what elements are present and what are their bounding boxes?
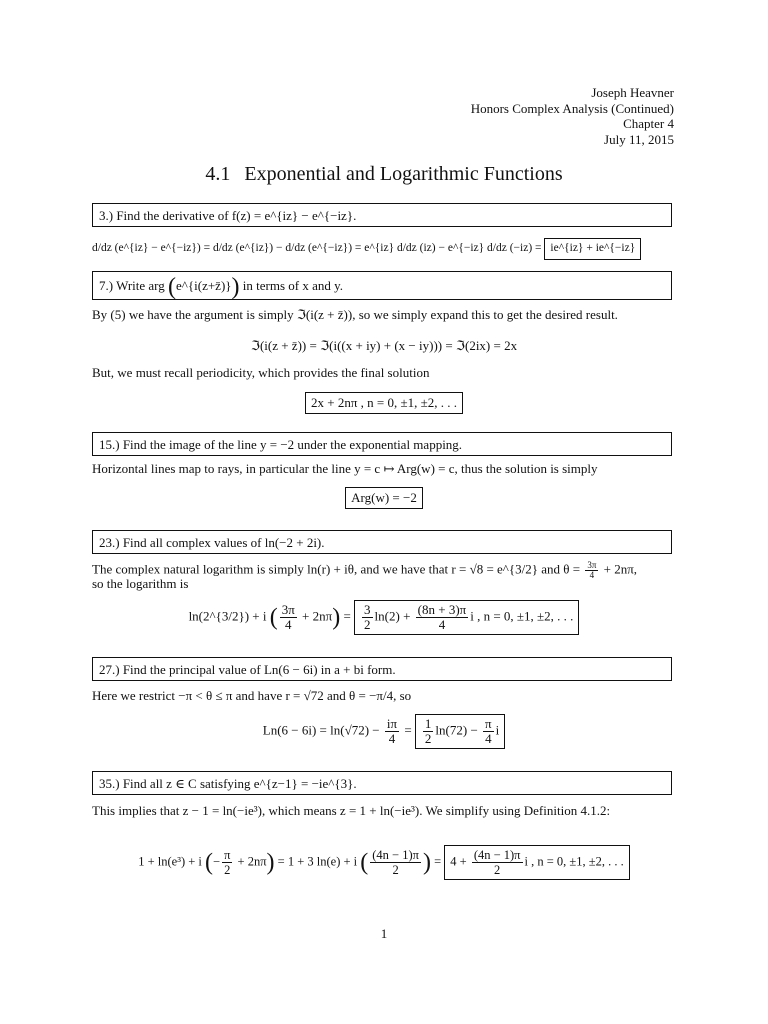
answer-mid: ln(2) + (374, 608, 411, 624)
problem-23-line1-text: The complex natural logarithm is simply ln(r) + iθ, and we have that r = √8 = e^{3/2} and θ = (92, 561, 581, 577)
problem-35-statement: 35.) Find all z ∈ C satisfying e^{z−1} = −ie^{3}. (99, 776, 357, 791)
fraction-denominator: 2 (224, 863, 231, 877)
problem-3-solution (92, 238, 677, 260)
problem-23-eq-lhs: ln(2^{3/2}) + i (188, 608, 267, 624)
problem-7-answer: 2x + 2nπ , n = 0, ±1, ±2, . . . (305, 392, 463, 414)
problem-35-box (92, 771, 672, 795)
fraction-numerator: 3π (587, 560, 597, 570)
problem-15-answer: Arg(w) = −2 (345, 487, 423, 509)
section-title-text: Exponential and Logarithmic Functions (244, 163, 563, 185)
fraction-numerator: iπ (386, 716, 398, 731)
problem-7-statement-post: in terms of x and y. (242, 278, 344, 293)
fraction-denominator: 2 (364, 617, 371, 632)
problem-27-eq-lhs: Ln(6 − 6i) = ln(√72) − (262, 722, 380, 738)
author-name: Joseph Heavner (591, 85, 674, 100)
problem-27-line1: Here we restrict −π < θ ≤ π and have r = √72 and θ = −π/4, so (92, 688, 412, 703)
problem-23-eq-lhs-tail: + 2nπ (302, 608, 333, 624)
fraction-numerator: π (485, 716, 492, 731)
answer-head: 4 + (450, 854, 467, 869)
problem-27-box (92, 657, 672, 681)
problem-23-box (92, 530, 672, 554)
fraction-numerator: 1 (424, 716, 432, 731)
fraction-denominator: 2 (494, 863, 501, 877)
fraction-denominator: 2 (392, 863, 399, 877)
problem-3-statement: 3.) Find the derivative of f(z) = e^{iz} − e^{−iz}. (99, 208, 357, 223)
problem-7-answer-row (0, 392, 768, 414)
problem-35-eq-part-a: 1 + ln(e³) + i (138, 854, 202, 869)
answer-tail: i (495, 722, 500, 738)
answer-tail: i , n = 0, ±1, ±2, . . . (470, 608, 574, 624)
problem-23-answer (354, 600, 579, 635)
problem-3-derivative-eq: d/dz (e^{iz} − e^{−iz}) = d/dz (e^{iz}) − d/dz (e^{−iz}) = e^{iz} d/dz (iz) − e^{−iz} d/dz (−iz) = (92, 242, 542, 254)
fraction-denominator: 4 (438, 617, 446, 632)
header-block (471, 85, 674, 147)
problem-23-statement: 23.) Find all complex values of ln(−2 + 2i). (99, 535, 325, 550)
problem-35-eq-part-c: = 1 + 3 ln(e) + i (277, 854, 358, 869)
problem-27-statement: 27.) Find the principal value of Ln(6 − 6i) in a + bi form. (99, 662, 396, 677)
problem-7-arg: e^{i(z+z̄)} (176, 278, 232, 293)
problem-7-line2: But, we must recall periodicity, which provides the final solution (92, 365, 430, 380)
fraction-denominator: 4 (388, 731, 396, 746)
fraction-numerator: 3π (281, 602, 295, 617)
problem-27-answer (415, 714, 505, 749)
fraction-denominator: 2 (424, 731, 432, 746)
problem-27-eq: Ln(6 − 6i) = ln(√72) − $\frac{i\pi}{4}$ = $\frac{1}{2}$ ln(72) − $\frac{\pi}{4}$ i (0, 714, 768, 749)
fraction-numerator: (4n − 1)π (372, 848, 419, 862)
answer-mid: ln(72) − (435, 722, 478, 738)
answer-fraction-2 (416, 603, 469, 632)
problem-35-line1: This implies that z − 1 = ln(−ie³), which means z = 1 + ln(−ie³). We simplify using Definition 4.1.2: (92, 803, 611, 818)
fraction-numerator: π (224, 848, 231, 862)
fraction-denominator: 4 (485, 731, 492, 746)
problem-23-line1-tail: + 2nπ, (603, 561, 638, 577)
fraction-numerator: (4n − 1)π (473, 848, 521, 862)
problem-15-statement: 15.) Find the image of the line y = −2 under the exponential mapping. (99, 437, 463, 452)
problem-23-line2: so the logarithm is (92, 576, 189, 591)
problem-35-eq-fraction-1 (222, 848, 232, 877)
problem-35-eq-fraction-2 (370, 848, 421, 877)
answer-tail: i , n = 0, ±1, ±2, . . . (524, 854, 624, 869)
problem-35-eq: 1 + ln(e³) + i (− $\frac{\pi}{2}$ + 2nπ) = 1 + 3 ln(e) + i ( $\frac{(4n - 1)\pi}{2}$ ) = 4 + $\frac{(4n - 1)\pi}{2}$ i , n = 0, ±1, ±2, . . . (0, 845, 768, 880)
problem-7-statement-pre: 7.) Write arg (99, 278, 165, 293)
problem-15-answer-row (0, 487, 768, 509)
course-name: Honors Complex Analysis (Continued) (470, 100, 674, 116)
problem-15-line1: Horizontal lines map to rays, in particular the line y = c ↦ Arg(w) = c, thus the solution is simply (92, 461, 598, 476)
answer-fraction-2 (483, 717, 494, 746)
problem-35-answer (444, 845, 630, 880)
answer-fraction-1 (362, 603, 373, 632)
problem-23-eq-fraction (280, 603, 297, 632)
problem-3-box (92, 203, 672, 227)
problem-27-eq-fraction (385, 717, 399, 746)
problem-7-line1: By (5) we have the argument is simply ℑ(i(z + z̄)), so we simply expand this to get the desired result. (92, 307, 618, 322)
fraction-denominator: 4 (589, 570, 595, 580)
page-number: 1 (380, 926, 388, 941)
fraction-denominator: 4 (285, 617, 292, 632)
document-date: July 11, 2015 (604, 131, 674, 147)
problem-7-box: 7.) Write arg (e^{i(z+z̄)}) in terms of x and y. (92, 271, 672, 300)
problem-15-box (92, 432, 672, 456)
answer-fraction (472, 848, 523, 877)
problem-23-eq: ln(2^{3/2}) + i ( $\frac{3\pi}{4}$ + 2nπ) = $\frac{3}{2}$ ln(2) + $\frac{(8n + 3)\pi}{4}$ i , n = 0, ±1, ±2, . . . (0, 600, 768, 635)
chapter-label: Chapter 4 (623, 116, 674, 131)
fraction-numerator: 3 (364, 602, 371, 617)
problem-7-eq1: ℑ(i(z + z̄)) = ℑ(i((x + iy) + (x − iy))) = ℑ(2ix) = 2x (250, 338, 518, 353)
problem-35-eq-part-b: + 2nπ (237, 854, 267, 869)
section-number: 4.1 (205, 163, 231, 185)
problem-3-answer: ie^{iz} + ie^{−iz} (544, 238, 641, 260)
answer-fraction-1 (423, 717, 434, 746)
section-title (0, 163, 768, 186)
fraction-numerator: (8n + 3)π (417, 602, 467, 617)
